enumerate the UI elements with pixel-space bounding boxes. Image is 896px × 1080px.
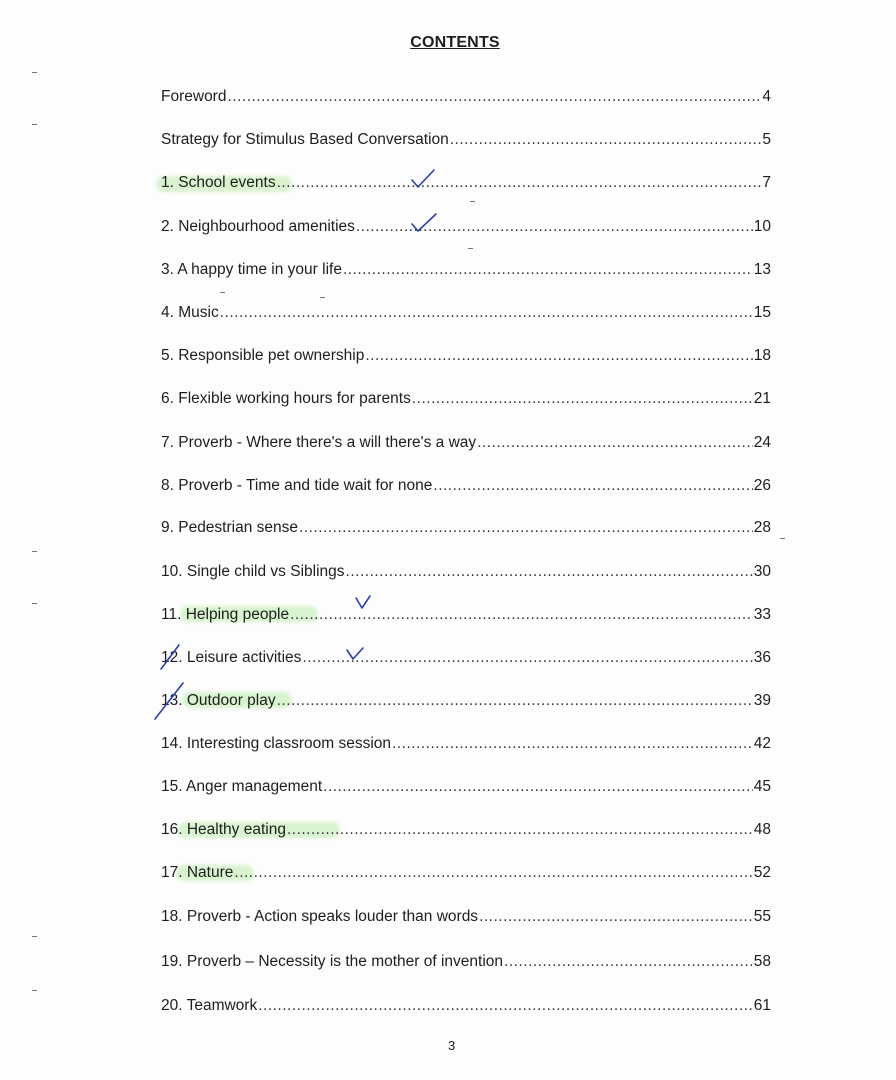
toc-label: 3. A happy time in your life — [161, 261, 342, 278]
toc-entry-foreword — [161, 86, 771, 108]
toc-label: 13. Outdoor play — [161, 692, 276, 709]
toc-entry-12 — [161, 647, 771, 669]
contents-title: CONTENTS — [410, 34, 500, 51]
toc-page-number: 55 — [753, 908, 771, 925]
toc-label: 9. Pedestrian sense — [161, 519, 299, 536]
scan-speck — [470, 201, 475, 202]
toc-entry-7 — [161, 432, 771, 454]
toc-page-number: 26 — [753, 477, 771, 494]
toc-label: 18. Proverb - Action speaks louder than words — [161, 908, 479, 925]
toc-entry-3 — [161, 259, 771, 281]
toc-page-number: 15 — [753, 304, 771, 321]
pen-checkmark-2-icon — [410, 212, 438, 234]
toc-entry-20 — [161, 995, 771, 1017]
toc-label: 4. Music — [161, 304, 219, 321]
pen-checkmark-1-icon — [410, 168, 436, 190]
toc-page-number: 30 — [753, 563, 771, 580]
dot-leader — [346, 561, 753, 583]
scan-speck — [320, 297, 325, 298]
dot-leader — [258, 995, 753, 1017]
toc-page-number: 5 — [762, 131, 771, 148]
toc-page-number: 28 — [753, 519, 771, 536]
toc-label: 2. Neighbourhood amenities — [161, 218, 355, 235]
dot-leader — [227, 86, 761, 108]
toc-page-number: 33 — [753, 606, 771, 623]
toc-label: 11. Helping people — [161, 606, 290, 623]
toc-page-number: 10 — [753, 218, 771, 235]
toc-entry-19 — [161, 951, 771, 973]
toc-entry-9 — [161, 517, 771, 539]
toc-label: 8. Proverb - Time and tide wait for none — [161, 477, 433, 494]
dot-leader — [323, 776, 753, 798]
toc-entry-10 — [161, 561, 771, 583]
toc-label: 20. Teamwork — [161, 997, 258, 1014]
dot-leader — [450, 129, 762, 151]
toc-entry-15 — [161, 776, 771, 798]
toc-label: 7. Proverb - Where there's a will there's a way — [161, 434, 477, 451]
scan-speck — [32, 551, 37, 552]
toc-page-number: 48 — [753, 821, 771, 838]
toc-page-number: 24 — [753, 434, 771, 451]
toc-entry-1 — [161, 172, 771, 194]
scan-speck — [780, 538, 785, 539]
dot-leader — [477, 432, 753, 454]
toc-entry-4 — [161, 302, 771, 324]
toc-label: 16. Healthy eating — [161, 821, 286, 838]
toc-page-number: 36 — [753, 649, 771, 666]
dot-leader — [287, 819, 753, 841]
toc-entry-17 — [161, 862, 771, 884]
toc-page-number: 42 — [753, 735, 771, 752]
toc-label: 12. Leisure activities — [161, 649, 302, 666]
toc-label: 5. Responsible pet ownership — [161, 347, 365, 364]
pen-strike-12-icon — [158, 643, 182, 671]
toc-label: 10. Single child vs Siblings — [161, 563, 345, 580]
toc-entry-16 — [161, 819, 771, 841]
toc-page-number: 39 — [753, 692, 771, 709]
scan-speck — [32, 936, 37, 937]
toc-page-number: 21 — [753, 390, 771, 407]
toc-entry-13 — [161, 690, 771, 712]
toc-entry-strategy — [161, 129, 771, 151]
toc-entry-18 — [161, 906, 771, 928]
scan-speck — [32, 990, 37, 991]
toc-page-number: 45 — [753, 778, 771, 795]
dot-leader — [277, 172, 762, 194]
toc-label: 19. Proverb – Necessity is the mother of invention — [161, 953, 504, 970]
pen-checkmark-12-icon — [345, 645, 365, 663]
toc-label: 17. Nature — [161, 864, 234, 881]
toc-label: 15. Anger management — [161, 778, 323, 795]
dot-leader — [504, 951, 753, 973]
toc-page-number: 4 — [762, 88, 771, 105]
toc-entry-8 — [161, 475, 771, 497]
toc-page-number: 7 — [762, 174, 771, 191]
dot-leader — [343, 259, 753, 281]
toc-page-number: 18 — [753, 347, 771, 364]
toc-entry-5 — [161, 345, 771, 367]
scan-speck — [32, 603, 37, 604]
toc-page-number: 58 — [753, 953, 771, 970]
toc-entry-6 — [161, 388, 771, 410]
dot-leader — [433, 475, 752, 497]
toc-entry-14 — [161, 733, 771, 755]
scan-speck — [32, 72, 37, 73]
dot-leader — [479, 906, 753, 928]
dot-leader — [234, 862, 752, 884]
pen-checkmark-11-icon — [354, 595, 372, 611]
toc-page-number: 13 — [753, 261, 771, 278]
scan-speck — [468, 248, 473, 249]
dot-leader — [365, 345, 752, 367]
dot-leader — [412, 388, 753, 410]
scan-speck — [220, 292, 225, 293]
pen-strike-13-icon — [152, 680, 186, 722]
toc-label: Strategy for Stimulus Based Conversation — [161, 131, 449, 148]
toc-label: 6. Flexible working hours for parents — [161, 390, 411, 407]
toc-label: 14. Interesting classroom session — [161, 735, 392, 752]
toc-label: Foreword — [161, 88, 227, 105]
page-number: 3 — [448, 1038, 456, 1053]
toc-entry-11 — [161, 604, 771, 626]
toc-page-number: 52 — [753, 864, 771, 881]
toc-label: 1. School events — [161, 174, 276, 191]
toc-entry-2 — [161, 216, 771, 238]
dot-leader — [299, 517, 753, 539]
toc-page-number: 61 — [753, 997, 771, 1014]
dot-leader — [302, 647, 752, 669]
scan-speck — [32, 124, 37, 125]
dot-leader — [392, 733, 753, 755]
dot-leader — [277, 690, 753, 712]
dot-leader — [220, 302, 753, 324]
